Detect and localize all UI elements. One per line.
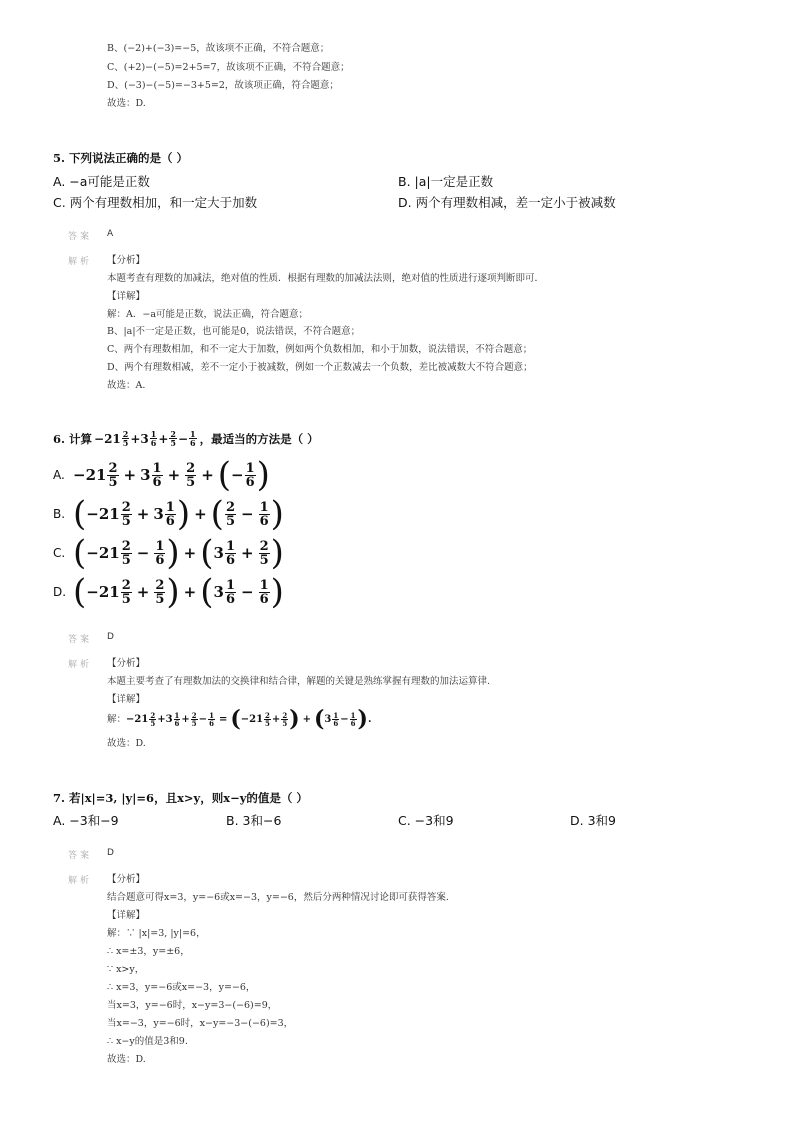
- q7-xj-title: 【详解】: [107, 910, 146, 921]
- q5-fx-title: 【分析】: [107, 255, 146, 266]
- q7-answer-label: 答案: [68, 851, 93, 861]
- q6-stem-suffix: ，最适当的方法是（ ）: [199, 431, 319, 446]
- q6-option-d[interactable]: D. ( −21 $\frac{2}{5}$ + $\frac{2}{5}$ ) + ( 3 $\frac{1}{6}$ − $\frac{1}{6}$ ): [53, 572, 284, 612]
- q7-fx-text: 结合题意可得x=3，y=−6或x=−3，y=−6，然后分两种情况讨论即可获得答案.: [107, 892, 449, 903]
- q5-option-a[interactable]: A. −a可能是正数: [53, 174, 150, 189]
- q5-answer: A: [107, 229, 114, 239]
- q6-xj-conclusion: 故选：D.: [107, 738, 146, 749]
- q5-analysis-label: 解析: [68, 257, 93, 267]
- q6-stem-prefix: 6. 计算: [53, 431, 93, 446]
- q5-xj-line-1: 解：A．−a可能是正数，说法正确，符合题意；: [107, 309, 308, 320]
- q6-xj-equation: 解： −21 $\frac{2}{5}$ +3 $\frac{1}{6}$ + $\frac{2}{5}$ − $\frac{1}{6}$ = ( −21 $\frac{2}{5}$ + $\frac{2}{5}$ ) + ( 3 $\frac{1}{6}$ − $\frac{1}{6}$ ) .: [107, 706, 372, 732]
- q5-option-c[interactable]: C. 两个有理数相加，和一定大于加数: [53, 195, 258, 210]
- q6-fx-title: 【分析】: [107, 658, 146, 669]
- q5-xj-line-2: B、|a|不一定是正数，也可能是0，说法错误，不符合题意；: [107, 326, 361, 337]
- prev-line-c: C、(+2)−(−5)=2+5=7，故该项不正确，不符合题意；: [107, 62, 350, 73]
- q6-option-b-label: B.: [53, 507, 66, 521]
- q5-option-d[interactable]: D. 两个有理数相减，差一定小于被减数: [398, 195, 616, 210]
- q7-xj-line-4: ∴ x=3，y=−6或x=−3，y=−6，: [107, 982, 256, 993]
- q6-option-c-label: C.: [53, 546, 66, 560]
- q6-analysis-label: 解析: [68, 660, 93, 670]
- q5-stem: 5. 下列说法正确的是（ ）: [53, 151, 189, 165]
- q6-stem: [53, 430, 319, 447]
- q6-option-d-label: D.: [53, 585, 67, 599]
- q7-option-b[interactable]: B. 3和−6: [226, 813, 282, 828]
- q6-xj-title: 【详解】: [107, 694, 146, 705]
- q6-option-a[interactable]: A. −21 $\frac{2}{5}$ + 3 $\frac{1}{6}$ + $\frac{2}{5}$ + ( − $\frac{1}{6}$ ): [53, 455, 270, 495]
- q7-xj-line-3: ∵ x>y，: [107, 964, 145, 975]
- q5-xj-title: 【详解】: [107, 291, 146, 302]
- q5-xj-line-3: C、两个有理数相加，和不一定大于加数，例如两个负数相加，和小于加数，说法错误，不符合题意；: [107, 344, 533, 355]
- q7-xj-line-5: 当x=3，y=−6时，x−y=3−(−6)=9，: [107, 1000, 278, 1011]
- q7-option-d[interactable]: D. 3和9: [570, 813, 616, 828]
- q6-option-b[interactable]: B. ( −21 $\frac{2}{5}$ + 3 $\frac{1}{6}$ ) + ( $\frac{2}{5}$ − $\frac{1}{6}$ ): [53, 494, 284, 534]
- q5-xj-line-5: 故选：A.: [107, 380, 146, 391]
- q7-option-c[interactable]: C. −3和9: [398, 813, 454, 828]
- q6-stem-expression: −21 $\frac{2}{5}$ +3 $\frac{1}{6}$ + $\frac{2}{5}$ − $\frac{1}{6}$: [94, 429, 196, 448]
- q6-answer: D: [107, 632, 114, 642]
- q5-xj-line-4: D、两个有理数相减，差不一定小于被减数，例如一个正数减去一个负数，差比被减数大不符合题意；: [107, 362, 533, 373]
- q6-answer-label: 答案: [68, 635, 93, 645]
- prev-line-d: D、(−3)−(−5)=−3+5=2，故该项正确，符合题意；: [107, 80, 339, 91]
- q7-analysis-label: 解析: [68, 876, 93, 886]
- q6-option-a-label: A.: [53, 468, 65, 482]
- q6-option-c[interactable]: C. ( −21 $\frac{2}{5}$ − $\frac{1}{6}$ ) + ( 3 $\frac{1}{6}$ + $\frac{2}{5}$ ): [53, 533, 284, 573]
- q5-option-b[interactable]: B. |a|一定是正数: [398, 174, 494, 189]
- q7-xj-line-1: 解：∵ |x|=3, |y|=6，: [107, 928, 206, 939]
- q6-fx-text: 本题主要考查了有理数加法的交换律和结合律，解题的关键是熟练掌握有理数的加法运算律.: [107, 676, 491, 687]
- q7-stem: 7. 若|x|=3, |y|=6，且x>y，则x−y的值是（ ）: [53, 791, 308, 805]
- q5-answer-label: 答案: [68, 232, 93, 242]
- prev-line-b: B、(−2)+(−3)=−5，故该项不正确，不符合题意；: [107, 43, 330, 54]
- q7-xj-line-7: ∴ x−y的值是3和9.: [107, 1036, 188, 1047]
- q7-option-a[interactable]: A. −3和−9: [53, 813, 119, 828]
- q7-answer: D: [107, 848, 114, 858]
- prev-conclusion: 故选：D.: [107, 98, 146, 109]
- q6-xj-prefix: 解：: [107, 713, 127, 725]
- q7-fx-title: 【分析】: [107, 874, 146, 885]
- q7-xj-line-8: 故选：D.: [107, 1054, 146, 1065]
- q5-fx-text: 本题考查有理数的加减法，绝对值的性质．根据有理数的加减法法则，绝对值的性质进行逐项判断即可．: [107, 273, 545, 284]
- q7-xj-line-2: ∴ x=±3，y=±6，: [107, 946, 190, 957]
- q7-xj-line-6: 当x=−3，y=−6时，x−y=−3−(−6)=3，: [107, 1018, 294, 1029]
